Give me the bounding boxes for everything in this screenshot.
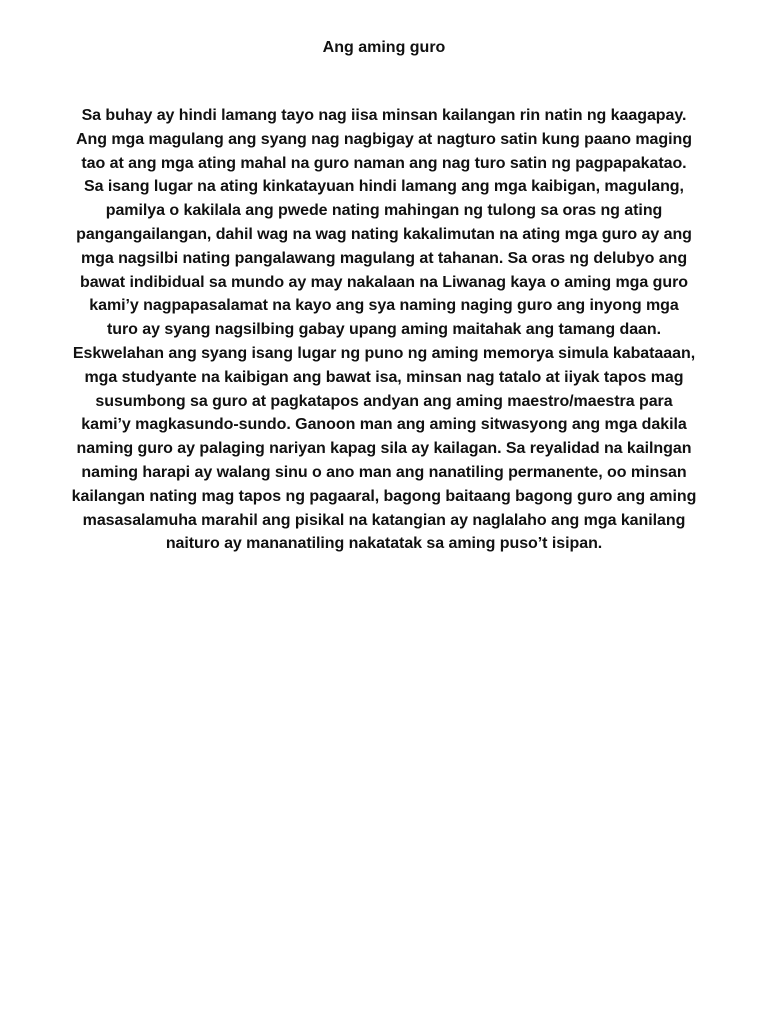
body-line: tao at ang mga ating mahal na guro naman ang nag turo satin ng pagpapakatao. xyxy=(81,154,687,172)
body-line: Eskwelahan ang syang isang lugar ng puno ng aming memorya simula kabataaan, xyxy=(72,344,696,362)
body-line: mga nagsilbi nating pangalawang magulang at tahanan. Sa oras ng delubyo ang xyxy=(80,249,688,267)
body-line: pangangailangan, dahil wag na wag nating kakalimutan na ating mga guro ay ang xyxy=(76,225,692,243)
body-line: kami’y magkasundo-sundo. Ganoon man ang aming sitwasyong ang mga dakila xyxy=(81,416,687,434)
body-line: kailangan nating mag tapos ng pagaaral, bagong baitaang bagong guro ang aming xyxy=(71,487,697,505)
body-line: susumbong sa guro at pagkatapos andyan ang aming maestro/maestra para xyxy=(95,392,673,410)
body-line: Sa buhay ay hindi lamang tayo nag iisa minsan kailangan rin natin ng kaagapay. xyxy=(81,107,687,124)
body-line: masasalamuha marahil ang pisikal na katangian ay naglalaho ang mga kanilang xyxy=(82,511,686,529)
document-title: Ang aming guro xyxy=(322,39,446,56)
body-line: mga studyante na kaibigan ang bawat isa, minsan nag tatalo at iiyak tapos mag xyxy=(84,368,684,386)
body-line: Ang mga magulang ang syang nag nagbigay at nagturo satin kung paano maging xyxy=(76,130,692,148)
document-body xyxy=(30,104,738,556)
body-line: pamilya o kakilala ang pwede nating mahingan ng tulong sa oras ng ating xyxy=(105,202,663,220)
body-line: bawat indibidual sa mundo ay may nakalaan na Liwanag kaya o aming mga guro xyxy=(79,273,688,291)
body-line: naituro ay mananatiling nakatatak sa aming puso’t isipan. xyxy=(165,535,603,553)
body-line: Sa isang lugar na ating kinkatayuan hindi lamang ang mga kaibigan, magulang, xyxy=(84,178,684,196)
body-line: naming harapi ay walang sinu o ano man ang nanatiling permanente, oo minsan xyxy=(81,463,687,481)
body-line: turo ay syang nagsilbing gabay upang aming maitahak ang tamang daan. xyxy=(106,321,662,339)
body-line: kami’y nagpapasalamat na kayo ang sya naming naging guro ang inyong mga xyxy=(89,297,679,315)
body-line: naming guro ay palaging nariyan kapag sila ay kailagan. Sa reyalidad na kailngan xyxy=(76,440,692,458)
